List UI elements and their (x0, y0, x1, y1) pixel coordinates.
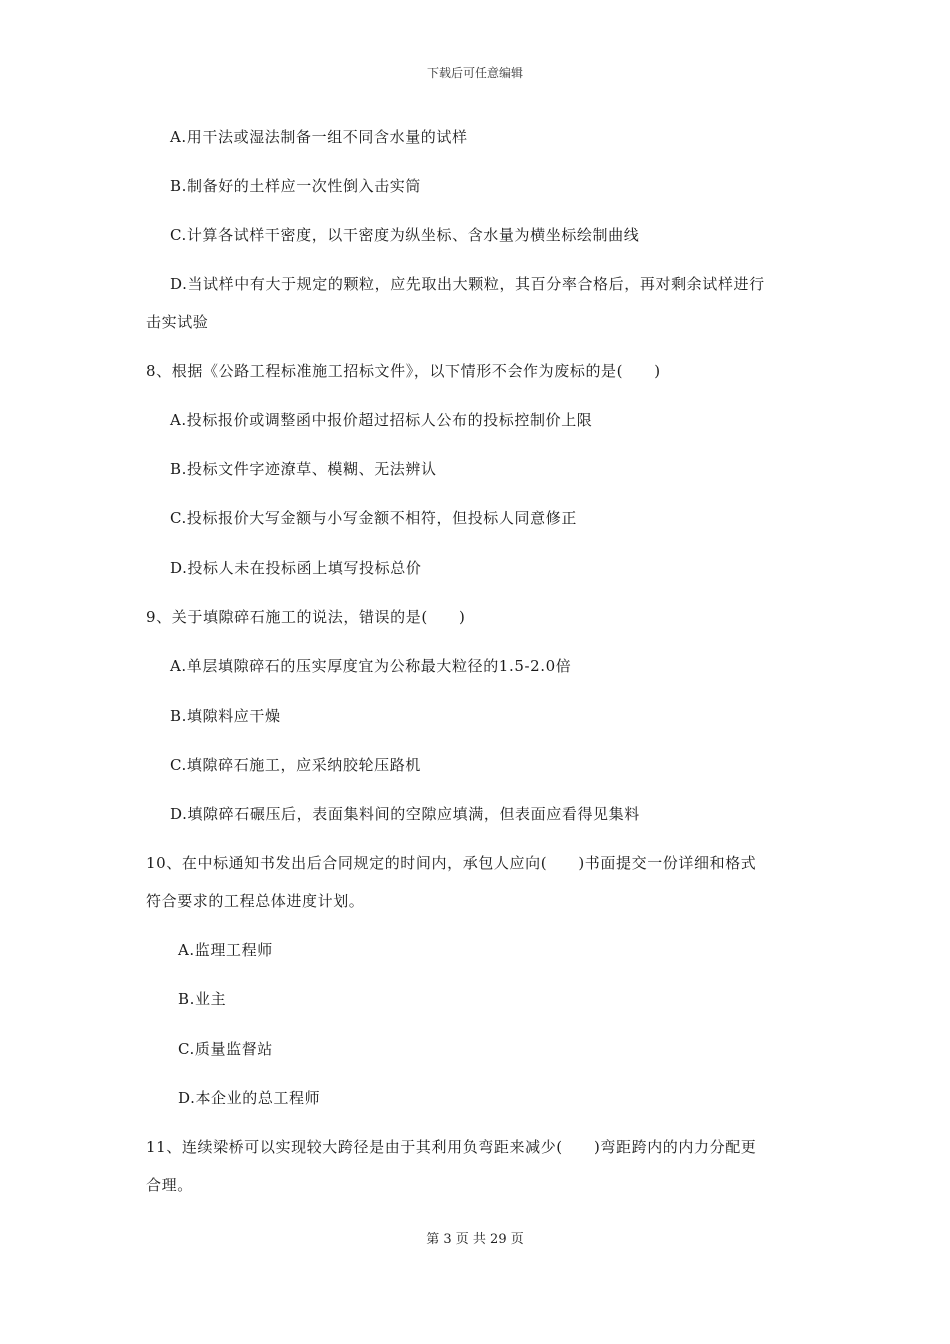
q11-stem-line1: 11、连续梁桥可以实现较大跨径是由于其利用负弯距来减少( )弯距跨内的内力分配更 (146, 1138, 757, 1156)
q11-stem-line2: 合理。 (146, 1176, 193, 1194)
q10-option-c: C.质量监督站 (178, 1040, 273, 1058)
q9-option-b: B.填隙料应干燥 (170, 707, 281, 725)
q8-option-d: D.投标人未在投标函上填写投标总价 (170, 559, 422, 577)
q9-option-d: D.填隙碎石碾压后，表面集料间的空隙应填满，但表面应看得见集料 (170, 805, 640, 823)
page-header: 下载后可任意编辑 (426, 66, 523, 80)
q7-option-a: A.用干法或湿法制备一组不同含水量的试样 (170, 128, 468, 146)
q8-option-a: A.投标报价或调整函中报价超过招标人公布的投标控制价上限 (170, 411, 593, 429)
q8-option-b: B.投标文件字迹潦草、模糊、无法辨认 (170, 460, 437, 478)
q10-option-a: A.监理工程师 (178, 941, 273, 959)
q7-option-d-line2: 击实试验 (146, 313, 209, 331)
q8-stem: 8、根据《公路工程标准施工招标文件》，以下情形不会作为废标的是( ) (146, 362, 661, 380)
q7-option-c: C.计算各试样干密度，以干密度为纵坐标、含水量为横坐标绘制曲线 (170, 226, 640, 244)
q9-option-c: C.填隙碎石施工，应采纳胶轮压路机 (170, 756, 421, 774)
q10-stem-line2: 符合要求的工程总体进度计划。 (146, 892, 365, 910)
q9-stem: 9、关于填隙碎石施工的说法，错误的是( ) (146, 608, 466, 626)
q10-option-d: D.本企业的总工程师 (178, 1089, 321, 1107)
page-footer: 第 3 页 共 29 页 (426, 1232, 524, 1247)
q7-option-d-line1: D.当试样中有大于规定的颗粒，应先取出大颗粒，其百分率合格后，再对剩余试样进行 (170, 275, 765, 293)
q9-option-a: A.单层填隙碎石的压实厚度宜为公称最大粒径的1.5-2.0倍 (170, 657, 572, 675)
q7-option-b: B.制备好的土样应一次性倒入击实筒 (170, 177, 421, 195)
q10-option-b: B.业主 (178, 990, 227, 1008)
q8-option-c: C.投标报价大写金额与小写金额不相符，但投标人同意修正 (170, 509, 577, 527)
q10-stem-line1: 10、在中标通知书发出后合同规定的时间内，承包人应向( )书面提交一份详细和格式 (146, 854, 757, 872)
